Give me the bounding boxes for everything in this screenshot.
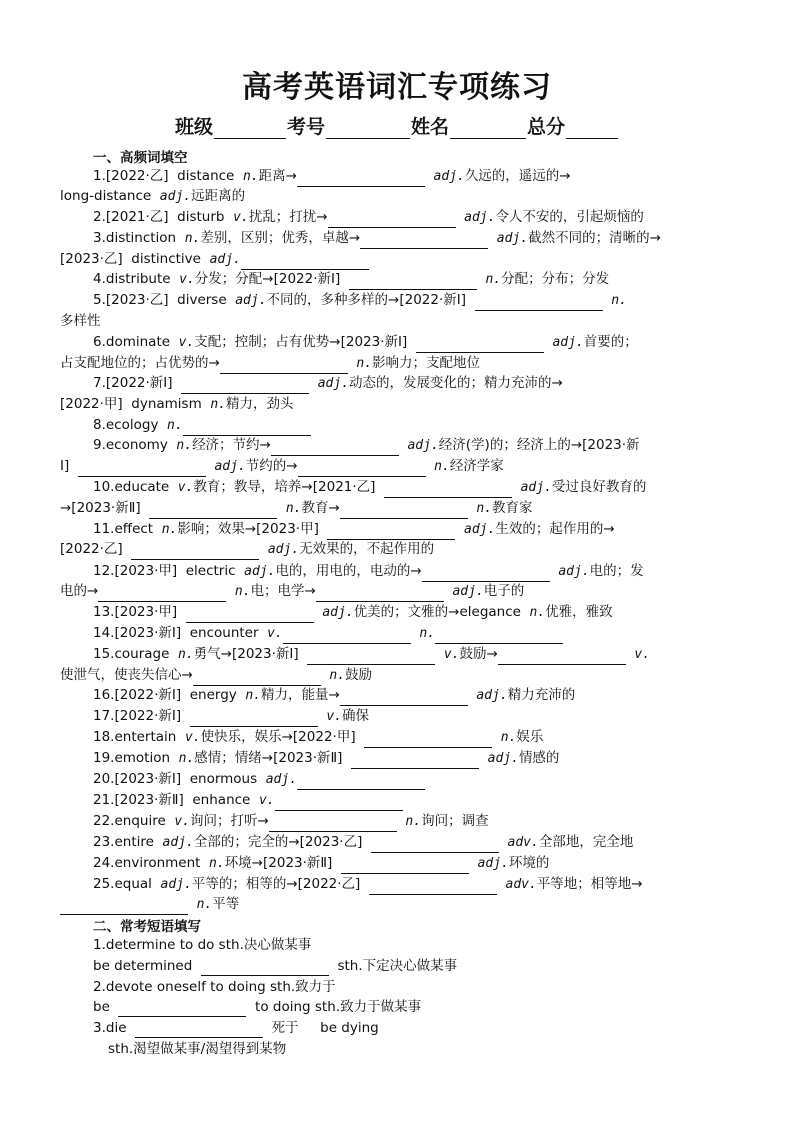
answer-blank[interactable] (327, 524, 455, 540)
line-text: 全部地，完全地 (538, 834, 634, 850)
part-of-speech: v. (233, 210, 249, 225)
line-text: 娱乐 (516, 729, 544, 745)
answer-blank[interactable] (78, 461, 206, 477)
answer-blank[interactable] (149, 503, 277, 519)
part-of-speech: adj. (464, 522, 496, 537)
part-of-speech: v. (174, 814, 191, 829)
line-text: 久远的，遥远的→ (464, 168, 571, 184)
part-of-speech: adj. (558, 564, 590, 579)
exercise-line (93, 373, 563, 393)
line-text: 21.[2023·新Ⅱ] enhance (93, 792, 259, 808)
exercise-line (60, 186, 245, 206)
answer-blank[interactable] (283, 628, 411, 644)
line-text: 不同的，多种多样的→[2022·新Ⅰ] (266, 292, 475, 308)
part-of-speech: n. (234, 584, 251, 599)
line-text: 18.entertain (93, 729, 185, 745)
part-of-speech: adj. (317, 376, 350, 391)
part-of-speech: adj. (452, 584, 484, 599)
line-text: 扰乱；打扰→ (248, 209, 328, 225)
part-of-speech: adj. (433, 169, 465, 184)
line-text: 精力，劲头 (225, 396, 294, 412)
line-text: 24.environment (93, 855, 210, 871)
answer-blank[interactable] (181, 378, 309, 394)
line-text: 距离→ (258, 168, 297, 184)
line-text: 5.[2023·乙] diverse (93, 292, 236, 308)
exercise-line (60, 456, 504, 476)
line-text: 全部的；完全的→[2023·乙] (193, 834, 371, 850)
line-text: 17.[2022·新Ⅰ] (93, 708, 190, 724)
line-text: 平等 (212, 896, 240, 912)
part-of-speech: v. (443, 647, 460, 662)
line-text: 使泄气，使丧失信心→ (60, 667, 193, 683)
part-of-speech: adj. (476, 688, 508, 703)
answer-blank[interactable] (316, 586, 444, 602)
line-text: 1.[2022·乙] distance (93, 168, 243, 184)
line-text: 精力充沛的 (507, 687, 576, 703)
answer-blank[interactable] (328, 212, 456, 228)
line-text: 2.[2021·乙] disturb (93, 209, 234, 225)
line-text: Ⅰ] (60, 458, 78, 474)
exercise-line (93, 935, 311, 955)
line-text (188, 896, 197, 912)
answer-blank[interactable] (241, 254, 369, 270)
part-of-speech: n. (196, 897, 213, 912)
line-text: 8.ecology (93, 417, 168, 433)
answer-blank[interactable] (360, 233, 488, 249)
name-blank[interactable] (450, 120, 526, 139)
line-text: 询问；打听→ (190, 813, 269, 829)
class-label: 班级 (174, 116, 213, 138)
line-text: 电子的 (483, 583, 525, 599)
line-text: 远距离的 (191, 188, 246, 204)
line-text: 电；电学→ (250, 583, 316, 599)
line-text: 环境的 (508, 855, 550, 871)
exercise-line (60, 581, 524, 601)
line-text: 15.courage (93, 646, 178, 662)
line-text: 20.[2023·新Ⅰ] enormous (93, 771, 266, 787)
exercise-line (60, 498, 533, 518)
exercise-line (93, 561, 644, 581)
line-text: 支配；控制；占有优势→[2023·新Ⅰ] (194, 334, 416, 350)
part-of-speech: adj. (267, 542, 300, 557)
line-text: 平等地；相等地→ (536, 876, 643, 892)
part-of-speech: adj. (464, 210, 496, 225)
part-of-speech: adj. (520, 480, 552, 495)
section-heading-2: 二、常考短语填写 (93, 919, 201, 935)
line-text: [2022·乙] (60, 541, 132, 557)
answer-blank[interactable] (193, 670, 321, 686)
answer-blank[interactable] (135, 1022, 263, 1038)
line-text: 差别，区别；优秀，卓越→ (200, 230, 361, 246)
line-text: 优雅，雅致 (545, 604, 613, 620)
part-of-speech: adj. (159, 189, 192, 204)
part-of-speech: n. (178, 751, 195, 766)
part-of-speech: n. (161, 522, 178, 537)
line-text: 12.[2023·甲] electric (93, 563, 245, 579)
line-text: 22.enquire (93, 813, 175, 829)
answer-blank[interactable] (369, 879, 497, 895)
line-text (426, 458, 435, 474)
answer-blank[interactable] (98, 586, 226, 602)
line-text: [2023·乙] distinctive (60, 251, 210, 267)
exercise-line (60, 249, 369, 269)
answer-blank[interactable] (269, 816, 397, 832)
exercise-line (93, 706, 369, 726)
line-text: 1.determine to do sth.决心做某事 (93, 937, 312, 953)
exercise-line (93, 977, 336, 997)
line-text: 多样性 (60, 313, 101, 329)
part-of-speech: adj. (214, 459, 246, 474)
answer-blank[interactable] (341, 858, 469, 874)
score-blank[interactable] (566, 120, 618, 139)
exercise-line (93, 685, 575, 705)
line-text: 4.distribute (93, 271, 180, 287)
part-of-speech: adj. (235, 293, 267, 308)
line-text: long-distance (60, 188, 160, 204)
line-text: 电的→ (60, 583, 99, 599)
exercise-line (93, 519, 615, 539)
exercise-line (93, 290, 627, 310)
part-of-speech: adj. (407, 438, 439, 453)
answer-blank[interactable] (416, 337, 544, 353)
line-text: 分配；分布；分发 (501, 271, 610, 287)
part-of-speech: n. (356, 356, 373, 371)
exercise-line (93, 207, 644, 227)
line-text (499, 834, 508, 850)
line-text (469, 855, 478, 871)
line-text (488, 230, 497, 246)
line-text: 3.die (93, 1020, 136, 1036)
line-text: sth.渴望做某事/渴望得到某物 (108, 1041, 287, 1057)
part-of-speech: n. (210, 397, 226, 412)
answer-blank[interactable] (475, 295, 603, 311)
line-text (603, 292, 612, 308)
part-of-speech: v. (634, 647, 651, 662)
exercise-line (93, 415, 311, 435)
line-text (479, 750, 488, 766)
part-of-speech: adv. (505, 877, 537, 892)
number-blank[interactable] (326, 120, 410, 139)
exercise-line (60, 311, 101, 331)
line-text: 受过良好教育的 (551, 479, 647, 495)
line-text (226, 583, 235, 599)
exercise-line (93, 811, 489, 831)
exercise-line (93, 997, 421, 1017)
exercise-line (93, 332, 638, 352)
line-text (512, 479, 521, 495)
line-text: 无效果的，不起作用的 (299, 541, 435, 557)
answer-blank[interactable] (340, 690, 468, 706)
answer-blank[interactable] (201, 960, 329, 976)
line-text: 9.economy (93, 437, 177, 453)
exercise-line (93, 166, 571, 186)
exercise-line (93, 956, 457, 976)
exercise-line (93, 623, 563, 643)
class-blank[interactable] (214, 120, 286, 139)
part-of-speech: adj. (477, 856, 509, 871)
line-text: be determined (93, 958, 201, 974)
line-text: 死于 be dying (263, 1020, 379, 1036)
exercise-line (93, 769, 425, 789)
line-text: 鼓励 (345, 667, 373, 683)
line-text: 勇气→[2023·新Ⅰ] (193, 646, 308, 662)
part-of-speech: v. (179, 272, 195, 287)
line-text: 生效的；起作用的→ (495, 521, 615, 537)
line-text: 分发；分配→[2022·新Ⅰ] (194, 271, 349, 287)
part-of-speech: v. (267, 626, 283, 641)
score-label: 总分 (527, 116, 566, 138)
part-of-speech: adj. (265, 772, 298, 787)
line-text: 10.educate (93, 479, 178, 495)
exercise-line (93, 1018, 379, 1038)
part-of-speech: adj. (487, 751, 519, 766)
line-text: be (93, 999, 119, 1015)
part-of-speech: n. (611, 293, 627, 308)
part-of-speech: v. (326, 709, 342, 724)
exercise-line (93, 874, 643, 894)
exercise-line (93, 832, 633, 852)
answer-blank[interactable] (118, 1001, 246, 1017)
line-text: 动态的，发展变化的；精力充沛的→ (349, 375, 563, 391)
exercise-line (93, 228, 661, 248)
answer-blank[interactable] (422, 566, 550, 582)
part-of-speech: n. (434, 459, 450, 474)
part-of-speech: n. (419, 626, 436, 641)
part-of-speech: adj. (552, 335, 584, 350)
line-text (277, 500, 286, 516)
line-text: 2.devote oneself to doing sth.致力于 (93, 979, 336, 995)
exercise-line (93, 748, 559, 768)
line-text: 教育；教导，培养→[2021·乙] (193, 479, 385, 495)
line-text: 14.[2023·新Ⅰ] encounter (93, 625, 268, 641)
answer-blank[interactable] (340, 503, 468, 519)
part-of-speech: adj. (209, 252, 241, 267)
section-heading-1: 一、高频词填空 (93, 150, 188, 166)
number-label: 考号 (286, 116, 325, 138)
line-text: 13.[2023·甲] (93, 604, 186, 620)
line-text: 精力，能量→ (261, 687, 340, 703)
part-of-speech: n. (529, 605, 546, 620)
line-text: 经济(学)的；经济上的→[2023·新 (438, 437, 640, 453)
line-text: 截然不同的；清晰的→ (528, 230, 661, 246)
line-text: 首要的； (583, 334, 638, 350)
line-text (435, 646, 444, 662)
part-of-speech: adj. (244, 564, 276, 579)
part-of-speech: v. (258, 793, 275, 808)
line-text: 使快乐，娱乐→[2022·甲] (200, 729, 365, 745)
line-text: 经济；节约→ (192, 437, 271, 453)
answer-blank[interactable] (297, 171, 425, 187)
part-of-speech: n. (329, 668, 346, 683)
part-of-speech: adj. (322, 605, 354, 620)
exercise-line (93, 602, 613, 622)
part-of-speech: v. (184, 730, 201, 745)
answer-blank[interactable] (364, 732, 492, 748)
answer-blank[interactable] (190, 711, 318, 727)
line-text: 6.dominate (93, 334, 179, 350)
line-text: 情感的 (518, 750, 560, 766)
line-text: 7.[2022·新Ⅰ] (93, 375, 182, 391)
answer-blank[interactable] (60, 899, 188, 915)
exercise-line (93, 269, 609, 289)
page-title: 高考英语词汇专项练习 (242, 70, 552, 105)
line-text (259, 541, 268, 557)
line-text: 25.equal (93, 876, 161, 892)
part-of-speech: n. (167, 418, 183, 433)
exercise-line (93, 644, 650, 664)
line-text: 电的；发 (589, 563, 644, 579)
line-text: 电的，用电的，电动的→ (275, 563, 422, 579)
answer-blank[interactable] (183, 420, 311, 436)
line-text: 11.effect (93, 521, 162, 537)
line-text: 确保 (341, 708, 369, 724)
line-text: 3.distinction (93, 230, 185, 246)
line-text: to doing sth.致力于做某事 (246, 999, 422, 1015)
line-text: →[2023·新Ⅱ] (60, 500, 150, 516)
line-text: 询问；调查 (421, 813, 489, 829)
part-of-speech: n. (500, 730, 517, 745)
name-label: 姓名 (411, 116, 450, 138)
line-text: 影响力；支配地位 (372, 355, 481, 371)
answer-blank[interactable] (131, 544, 259, 560)
answer-blank[interactable] (271, 440, 399, 456)
part-of-speech: adj. (160, 877, 192, 892)
exercise-line (93, 853, 549, 873)
part-of-speech: adj. (496, 231, 529, 246)
line-text (492, 729, 501, 745)
line-text (497, 876, 506, 892)
exercise-line (60, 894, 239, 914)
answer-blank[interactable] (349, 274, 477, 290)
part-of-speech: n. (184, 231, 201, 246)
line-text: 感情；情绪→[2023·新Ⅱ] (194, 750, 352, 766)
answer-blank[interactable] (498, 649, 626, 665)
part-of-speech: n. (405, 814, 422, 829)
answer-blank[interactable] (297, 774, 425, 790)
line-text: 优美的；文雅的→elegance (353, 604, 530, 620)
part-of-speech: n. (178, 647, 194, 662)
exercise-line (60, 353, 480, 373)
line-text: 鼓励→ (459, 646, 498, 662)
line-text: 教育→ (301, 500, 340, 516)
answer-blank[interactable] (275, 795, 403, 811)
line-text: [2022·甲] dynamism (60, 396, 211, 412)
part-of-speech: v. (177, 480, 194, 495)
part-of-speech: n. (285, 501, 302, 516)
exercise-line (93, 435, 640, 455)
exercise-line (60, 539, 434, 559)
line-text: 23.entire (93, 834, 163, 850)
student-info-row (0, 112, 794, 139)
line-text: 经济学家 (449, 458, 504, 474)
answer-blank[interactable] (351, 753, 479, 769)
line-text: 16.[2022·新Ⅰ] energy (93, 687, 246, 703)
line-text: 环境→[2023·新Ⅱ] (224, 855, 341, 871)
line-text (455, 521, 464, 537)
part-of-speech: adv. (507, 835, 539, 850)
part-of-speech: n. (485, 272, 502, 287)
part-of-speech: n. (209, 856, 225, 871)
line-text: 影响；效果→[2023·甲] (177, 521, 328, 537)
line-text: 令人不安的，引起烦恼的 (495, 209, 644, 225)
answer-blank[interactable] (371, 837, 499, 853)
line-text (456, 209, 465, 225)
line-text: 节约的→ (245, 458, 298, 474)
exercise-line (108, 1039, 286, 1059)
answer-blank[interactable] (435, 628, 563, 644)
line-text (425, 168, 434, 184)
part-of-speech: n. (476, 501, 493, 516)
part-of-speech: n. (245, 688, 261, 703)
exercise-line (93, 477, 646, 497)
answer-blank[interactable] (186, 607, 314, 623)
part-of-speech: v. (178, 335, 195, 350)
line-text: 19.emotion (93, 750, 179, 766)
line-text: 平等的；相等的→[2022·乙] (191, 876, 369, 892)
exercise-line (60, 394, 293, 414)
line-text: sth.下定决心做某事 (328, 958, 458, 974)
line-text: 占支配地位的；占优势的→ (60, 355, 220, 371)
line-text (309, 375, 318, 391)
answer-blank[interactable] (298, 461, 426, 477)
part-of-speech: adj. (162, 835, 194, 850)
answer-blank[interactable] (220, 358, 348, 374)
answer-blank[interactable] (384, 482, 512, 498)
answer-blank[interactable] (307, 649, 435, 665)
line-text: 教育家 (492, 500, 533, 516)
part-of-speech: n. (242, 169, 259, 184)
part-of-speech: n. (176, 438, 193, 453)
exercise-line (93, 790, 403, 810)
exercise-line (60, 665, 372, 685)
exercise-line (93, 727, 543, 747)
